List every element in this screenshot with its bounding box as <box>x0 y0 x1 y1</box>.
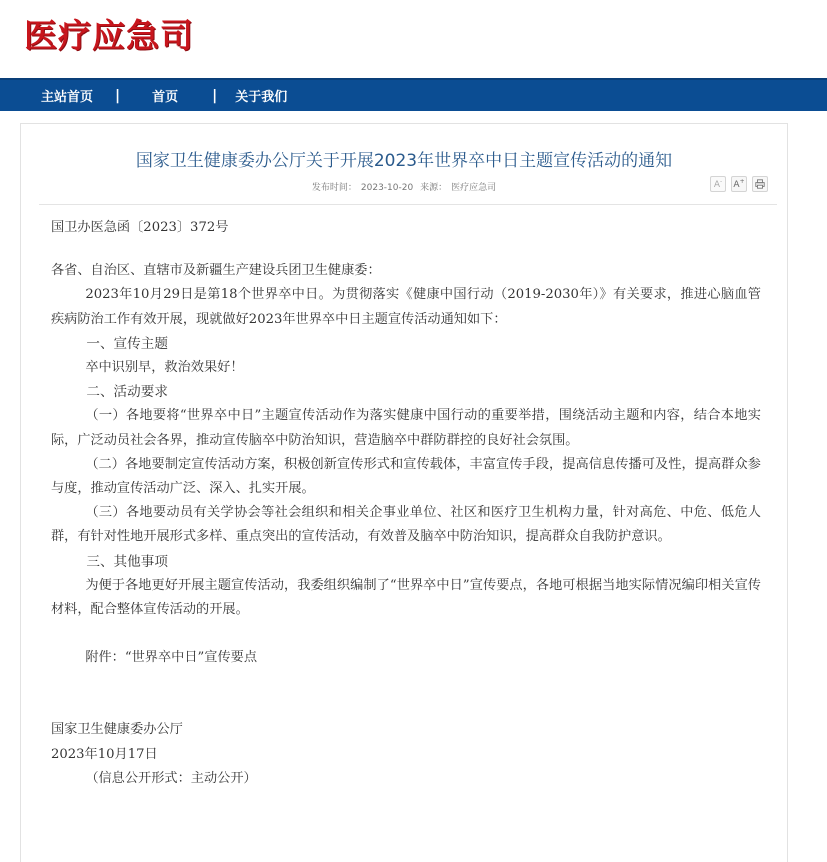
section-heading: 二、活动要求 <box>86 384 168 401</box>
nav-separator: | <box>212 87 218 104</box>
article-body <box>51 216 761 791</box>
print-icon <box>755 179 765 189</box>
section-heading: 一、宣传主题 <box>86 335 168 352</box>
section-paragraph: （三）各地要动员有关学协会等社会组织和相关企事业单位、社区和医疗卫生机构力量，针对高危、中危、低危人群，有针对性地开展形式多样、重点突出的宣传活动，有效普及脑卒中防治知识，提高群众自我防护意识。 <box>51 505 761 545</box>
article-panel <box>20 123 788 862</box>
font-increase-button[interactable] <box>731 176 747 192</box>
nav-item-main-site-home[interactable]: 主站首页 <box>41 90 94 105</box>
article-meta <box>21 180 787 193</box>
spacer <box>51 694 761 718</box>
font-decrease-button[interactable] <box>710 176 726 192</box>
intro-paragraph: 2023年10月29日是第18个世界卒中日。为贯彻落实《健康中国行动（2019-2030年）》有关要求，推进心脑血管疾病防治工作有效开展，现就做好2023年世界卒中日主题宣传活动通知如下： <box>51 287 761 327</box>
disclosure-note: （信息公开形式：主动公开） <box>85 770 257 786</box>
nav-item-home[interactable]: 首页 <box>152 90 179 105</box>
source-label: 来源： <box>420 183 448 193</box>
publish-label: 发布时间： <box>311 183 357 193</box>
section-paragraph: 卒中识别早，救治效果好！ <box>85 360 244 376</box>
signature-date: 2023年10月17日 <box>51 746 158 762</box>
nav-item-about-us[interactable]: 关于我们 <box>235 90 288 105</box>
font-decrease-icon: A- <box>713 178 723 190</box>
salutation: 各省、自治区、直辖市及新疆生产建设兵团卫生健康委： <box>51 263 381 279</box>
section-paragraph: 为便于各地更好开展主题宣传活动，我委组织编制了“世界卒中日”宣传要点，各地可根据当地实际情况编印相关宣传材料，配合整体宣传活动的开展。 <box>51 577 761 618</box>
print-button[interactable] <box>752 176 768 192</box>
site-header <box>0 0 827 78</box>
section-paragraph: （二）各地要制定宣传活动方案，积极创新宣传形式和宣传载体，丰富宣传手段，提高信息传播可及性，提高群众参与度，推动宣传活动广泛、深入、扎实开展。 <box>51 456 761 497</box>
spacer <box>51 670 761 694</box>
main-nav <box>0 78 827 111</box>
attachment-line[interactable]: 附件：“世界卒中日”宣传要点 <box>85 650 258 666</box>
article-tools <box>710 176 768 192</box>
section-heading: 三、其他事项 <box>86 553 168 570</box>
site-logo[interactable]: 医疗应急司 <box>24 16 194 55</box>
nav-separator: | <box>115 87 121 104</box>
article-title: 国家卫生健康委办公厅关于开展2023年世界卒中日主题宣传活动的通知 <box>135 151 673 171</box>
section-paragraph: （一）各地要将“世界卒中日”主题宣传活动作为落实健康中国行动的重要举措，围绕活动主题和内容，结合本地实际，广泛动员社会各界，推动宣传脑卒中防治知识，营造脑卒中群防群控的良好社会氛围。 <box>51 408 761 448</box>
font-increase-icon: A+ <box>733 178 745 190</box>
publish-date: 2023-10-20 <box>360 183 414 193</box>
source-value: 医疗应急司 <box>451 183 497 193</box>
document-number: 国卫办医急函〔2023〕372号 <box>51 220 229 235</box>
spacer <box>51 622 761 646</box>
title-divider <box>39 204 777 205</box>
signature-org: 国家卫生健康委办公厅 <box>51 722 183 738</box>
